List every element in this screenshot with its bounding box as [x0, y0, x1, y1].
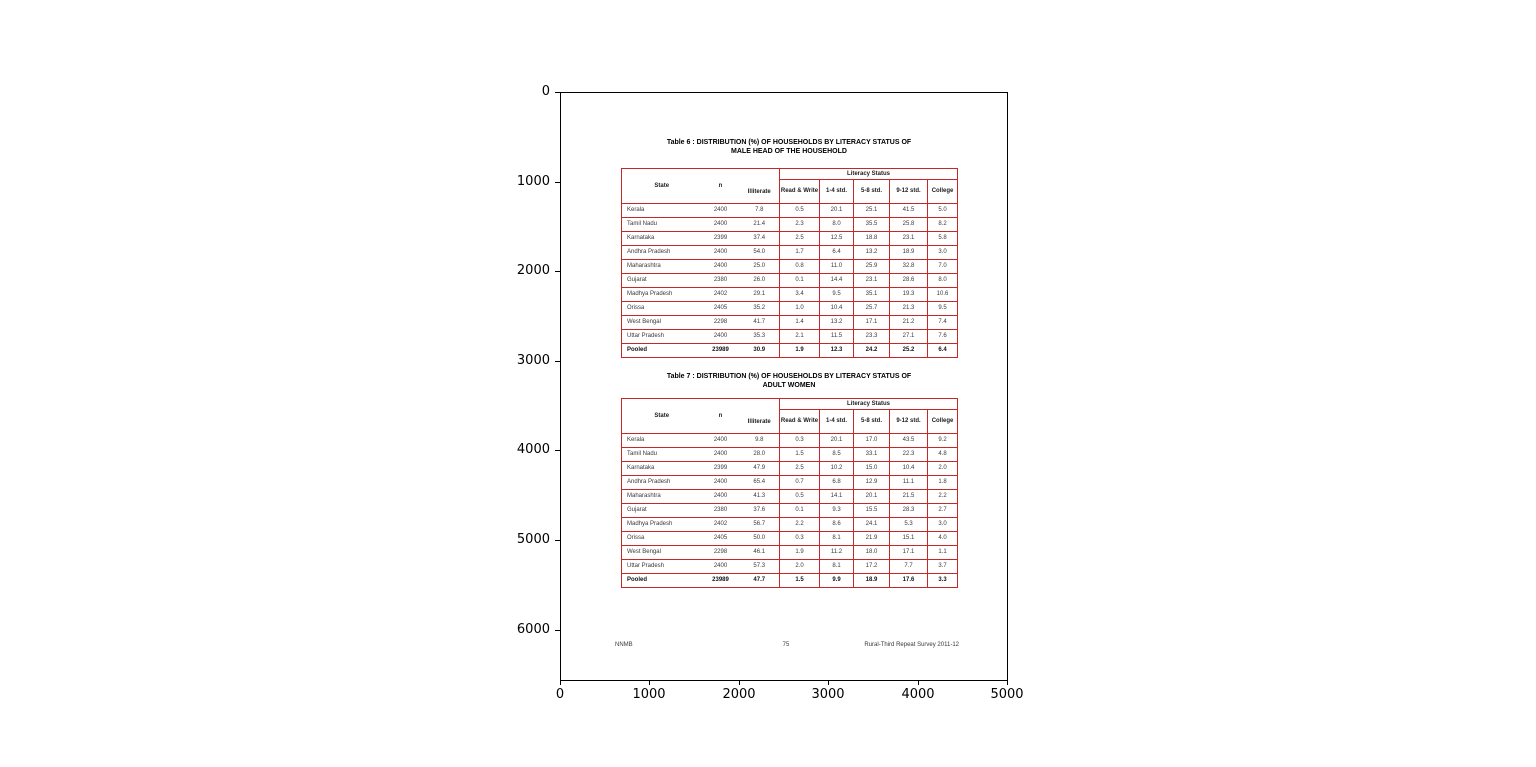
value-cell: 13.2 [820, 316, 854, 330]
value-cell: 2.5 [780, 462, 820, 476]
value-cell: 1.7 [780, 246, 820, 260]
value-cell: 21.9 [854, 532, 890, 546]
value-cell: 2400 [702, 476, 740, 490]
value-cell: 8.0 [820, 218, 854, 232]
value-cell: 19.3 [890, 288, 928, 302]
value-cell: 7.4 [928, 316, 958, 330]
value-cell: 2400 [702, 448, 740, 462]
value-cell: 47.9 [740, 462, 780, 476]
state-cell: Karnataka [622, 462, 702, 476]
table-row [622, 462, 958, 476]
value-cell: 4.0 [928, 532, 958, 546]
value-cell: 9.3 [820, 504, 854, 518]
value-cell: 2.2 [928, 490, 958, 504]
state-cell: Gujarat [622, 274, 702, 288]
value-cell: 4.8 [928, 448, 958, 462]
value-cell: 6.4 [928, 344, 958, 358]
state-cell: West Bengal [622, 546, 702, 560]
value-cell: 20.1 [854, 490, 890, 504]
x-tick-mark [739, 681, 740, 685]
value-cell: 17.0 [854, 434, 890, 448]
group-header: Literacy Status [780, 399, 958, 410]
value-cell: 9.9 [820, 574, 854, 588]
value-cell: 6.8 [820, 476, 854, 490]
column-header: Illiterate [747, 419, 771, 425]
column-header: College [928, 410, 958, 434]
value-cell: 23.3 [854, 330, 890, 344]
value-cell: 50.0 [740, 532, 780, 546]
column-header: College [928, 180, 958, 204]
state-cell: Orissa [622, 532, 702, 546]
value-cell: 3.0 [928, 246, 958, 260]
value-cell: 7.8 [740, 204, 780, 218]
value-cell: 65.4 [740, 476, 780, 490]
value-cell: 1.9 [780, 344, 820, 358]
value-cell: 23.1 [854, 274, 890, 288]
value-cell: 26.0 [740, 274, 780, 288]
value-cell: 27.1 [890, 330, 928, 344]
state-cell: Uttar Pradesh [622, 560, 702, 574]
value-cell: 25.7 [854, 302, 890, 316]
state-cell: West Bengal [622, 316, 702, 330]
state-cell: Uttar Pradesh [622, 330, 702, 344]
y-tick-label: 0 [541, 84, 550, 99]
state-cell: Tamil Nadu [622, 218, 702, 232]
value-cell: 35.2 [740, 302, 780, 316]
table-row [622, 204, 958, 218]
table-row [622, 574, 958, 588]
value-cell: 15.1 [890, 532, 928, 546]
value-cell: 25.1 [854, 204, 890, 218]
table-row [622, 232, 958, 246]
value-cell: 32.8 [890, 260, 928, 274]
value-cell: 2298 [702, 316, 740, 330]
table-row [622, 218, 958, 232]
value-cell: 30.9 [740, 344, 780, 358]
value-cell: 0.8 [780, 260, 820, 274]
value-cell: 2.0 [780, 560, 820, 574]
footer-org-label: NNMB [615, 642, 633, 648]
value-cell: 2400 [702, 218, 740, 232]
table-row [622, 302, 958, 316]
value-cell: 11.5 [820, 330, 854, 344]
column-header: State [654, 412, 670, 419]
value-cell: 17.1 [854, 316, 890, 330]
value-cell: 37.6 [740, 504, 780, 518]
table-row [622, 476, 958, 490]
value-cell: 10.4 [820, 302, 854, 316]
value-cell: 37.4 [740, 232, 780, 246]
state-cell: Pooled [622, 344, 702, 358]
value-cell: 6.4 [820, 246, 854, 260]
value-cell: 2400 [702, 204, 740, 218]
column-header: 1-4 std. [820, 180, 854, 204]
state-cell: Madhya Pradesh [622, 518, 702, 532]
value-cell: 25.2 [890, 344, 928, 358]
x-tick-label: 3000 [811, 687, 845, 702]
table-6-title-line2: MALE HEAD OF THE HOUSEHOLD [731, 147, 847, 155]
value-cell: 2400 [702, 434, 740, 448]
y-tick-label: 4000 [516, 442, 550, 457]
value-cell: 3.4 [780, 288, 820, 302]
value-cell: 12.3 [820, 344, 854, 358]
x-tick-mark [649, 681, 650, 685]
table-row [622, 532, 958, 546]
value-cell: 0.1 [780, 274, 820, 288]
value-cell: 35.3 [740, 330, 780, 344]
value-cell: 46.1 [740, 546, 780, 560]
y-tick-label: 1000 [516, 174, 550, 189]
value-cell: 35.1 [854, 288, 890, 302]
column-header: 9-12 std. [890, 180, 928, 204]
x-tick-mark [828, 681, 829, 685]
value-cell: 2399 [702, 232, 740, 246]
table-row [622, 330, 958, 344]
table-row [622, 316, 958, 330]
table-row [622, 546, 958, 560]
footer-survey-label: Rural-Third Repeat Survey 2011-12 [864, 642, 959, 648]
value-cell: 35.5 [854, 218, 890, 232]
value-cell: 17.6 [890, 574, 928, 588]
table-row [622, 560, 958, 574]
scanned-document-page [561, 93, 1007, 680]
value-cell: 11.2 [820, 546, 854, 560]
value-cell: 1.4 [780, 316, 820, 330]
footer-page-number: 75 [782, 642, 790, 648]
table-7-title-line1: Table 7 : DISTRIBUTION (%) OF HOUSEHOLDS BY LITERACY STATUS OF [666, 373, 912, 380]
value-cell: 2.5 [780, 232, 820, 246]
value-cell: 1.5 [780, 574, 820, 588]
column-header: 1-4 std. [820, 410, 854, 434]
value-cell: 9.2 [928, 434, 958, 448]
value-cell: 2400 [702, 560, 740, 574]
value-cell: 21.3 [890, 302, 928, 316]
column-header: n [718, 182, 723, 189]
value-cell: 0.7 [780, 476, 820, 490]
table-row [622, 288, 958, 302]
value-cell: 2400 [702, 260, 740, 274]
x-tick-mark [560, 681, 561, 685]
state-cell: Orissa [622, 302, 702, 316]
table-row [622, 490, 958, 504]
table-row [622, 448, 958, 462]
value-cell: 7.7 [890, 560, 928, 574]
value-cell: 2298 [702, 546, 740, 560]
value-cell: 8.1 [820, 560, 854, 574]
value-cell: 41.7 [740, 316, 780, 330]
value-cell: 28.0 [740, 448, 780, 462]
value-cell: 0.5 [780, 490, 820, 504]
value-cell: 13.2 [854, 246, 890, 260]
column-header: 9-12 std. [890, 410, 928, 434]
value-cell: 56.7 [740, 518, 780, 532]
value-cell: 24.1 [854, 518, 890, 532]
value-cell: 47.7 [740, 574, 780, 588]
x-tick-mark [918, 681, 919, 685]
value-cell: 5.3 [890, 518, 928, 532]
value-cell: 28.3 [890, 504, 928, 518]
value-cell: 10.6 [928, 288, 958, 302]
state-cell: Karnataka [622, 232, 702, 246]
value-cell: 7.6 [928, 330, 958, 344]
value-cell: 0.3 [780, 434, 820, 448]
state-cell: Pooled [622, 574, 702, 588]
value-cell: 41.3 [740, 490, 780, 504]
value-cell: 2.1 [780, 330, 820, 344]
x-tick-label: 2000 [722, 687, 756, 702]
value-cell: 24.2 [854, 344, 890, 358]
table-7 [621, 398, 958, 588]
value-cell: 12.9 [854, 476, 890, 490]
value-cell: 21.4 [740, 218, 780, 232]
state-cell: Madhya Pradesh [622, 288, 702, 302]
x-tick-label: 0 [555, 687, 565, 702]
value-cell: 7.0 [928, 260, 958, 274]
value-cell: 8.0 [928, 274, 958, 288]
value-cell: 2.3 [780, 218, 820, 232]
column-header: State [654, 182, 670, 189]
y-tick-label: 5000 [516, 532, 550, 547]
value-cell: 8.5 [820, 448, 854, 462]
table-6 [621, 168, 958, 358]
value-cell: 2400 [702, 490, 740, 504]
y-tick-label: 2000 [516, 263, 550, 278]
value-cell: 2380 [702, 274, 740, 288]
table-row [622, 274, 958, 288]
value-cell: 12.5 [820, 232, 854, 246]
state-cell: Maharashtra [622, 260, 702, 274]
value-cell: 57.3 [740, 560, 780, 574]
value-cell: 41.5 [890, 204, 928, 218]
value-cell: 9.8 [740, 434, 780, 448]
value-cell: 54.0 [740, 246, 780, 260]
value-cell: 5.0 [928, 204, 958, 218]
table-row [622, 344, 958, 358]
value-cell: 1.1 [928, 546, 958, 560]
value-cell: 2402 [702, 288, 740, 302]
x-tick-label: 5000 [990, 687, 1024, 702]
y-tick-label: 3000 [516, 353, 550, 368]
value-cell: 18.0 [854, 546, 890, 560]
state-cell: Kerala [622, 204, 702, 218]
value-cell: 3.3 [928, 574, 958, 588]
column-header: Illiterate [747, 189, 771, 195]
y-tick-label: 6000 [516, 622, 550, 637]
table-6-title [621, 139, 957, 156]
value-cell: 14.1 [820, 490, 854, 504]
value-cell: 11.0 [820, 260, 854, 274]
value-cell: 22.3 [890, 448, 928, 462]
state-cell: Andhra Pradesh [622, 246, 702, 260]
value-cell: 2405 [702, 532, 740, 546]
column-header: Read & Write [780, 410, 820, 434]
value-cell: 15.0 [854, 462, 890, 476]
value-cell: 1.0 [780, 302, 820, 316]
value-cell: 23.1 [890, 232, 928, 246]
x-tick-mark [1007, 681, 1008, 685]
value-cell: 0.5 [780, 204, 820, 218]
value-cell: 23989 [702, 574, 740, 588]
value-cell: 18.9 [890, 246, 928, 260]
value-cell: 18.8 [854, 232, 890, 246]
column-header: 5-8 std. [854, 410, 890, 434]
table-row [622, 246, 958, 260]
value-cell: 43.5 [890, 434, 928, 448]
value-cell: 2380 [702, 504, 740, 518]
value-cell: 10.2 [820, 462, 854, 476]
value-cell: 1.8 [928, 476, 958, 490]
state-cell: Tamil Nadu [622, 448, 702, 462]
state-cell: Kerala [622, 434, 702, 448]
value-cell: 28.6 [890, 274, 928, 288]
table-row [622, 434, 958, 448]
value-cell: 2400 [702, 330, 740, 344]
value-cell: 1.9 [780, 546, 820, 560]
value-cell: 21.5 [890, 490, 928, 504]
value-cell: 10.4 [890, 462, 928, 476]
group-header: Literacy Status [780, 169, 958, 180]
value-cell: 14.4 [820, 274, 854, 288]
table-row [622, 504, 958, 518]
value-cell: 17.2 [854, 560, 890, 574]
value-cell: 2.7 [928, 504, 958, 518]
column-header: n [718, 412, 723, 419]
plot-area [560, 92, 1008, 681]
value-cell: 33.1 [854, 448, 890, 462]
table-7-title-line2: ADULT WOMEN [762, 381, 816, 389]
state-cell: Maharashtra [622, 490, 702, 504]
value-cell: 8.1 [820, 532, 854, 546]
value-cell: 2399 [702, 462, 740, 476]
value-cell: 9.5 [928, 302, 958, 316]
value-cell: 25.8 [890, 218, 928, 232]
value-cell: 1.5 [780, 448, 820, 462]
value-cell: 2.2 [780, 518, 820, 532]
value-cell: 3.7 [928, 560, 958, 574]
x-tick-label: 4000 [901, 687, 935, 702]
value-cell: 25.0 [740, 260, 780, 274]
value-cell: 0.1 [780, 504, 820, 518]
table-7-title [621, 373, 957, 390]
value-cell: 3.0 [928, 518, 958, 532]
value-cell: 8.2 [928, 218, 958, 232]
value-cell: 17.1 [890, 546, 928, 560]
value-cell: 5.8 [928, 232, 958, 246]
state-cell: Andhra Pradesh [622, 476, 702, 490]
value-cell: 2400 [702, 246, 740, 260]
value-cell: 23989 [702, 344, 740, 358]
table-row [622, 518, 958, 532]
value-cell: 2405 [702, 302, 740, 316]
value-cell: 29.1 [740, 288, 780, 302]
table-row [622, 260, 958, 274]
value-cell: 21.2 [890, 316, 928, 330]
state-cell: Gujarat [622, 504, 702, 518]
value-cell: 0.3 [780, 532, 820, 546]
table-6-title-line1: Table 6 : DISTRIBUTION (%) OF HOUSEHOLDS BY LITERACY STATUS OF [666, 139, 912, 146]
value-cell: 15.5 [854, 504, 890, 518]
value-cell: 25.9 [854, 260, 890, 274]
value-cell: 18.9 [854, 574, 890, 588]
value-cell: 2.0 [928, 462, 958, 476]
value-cell: 20.1 [820, 204, 854, 218]
x-tick-label: 1000 [632, 687, 666, 702]
value-cell: 9.5 [820, 288, 854, 302]
value-cell: 8.6 [820, 518, 854, 532]
column-header: Read & Write [780, 180, 820, 204]
value-cell: 2402 [702, 518, 740, 532]
value-cell: 20.1 [820, 434, 854, 448]
value-cell: 11.1 [890, 476, 928, 490]
column-header: 5-8 std. [854, 180, 890, 204]
